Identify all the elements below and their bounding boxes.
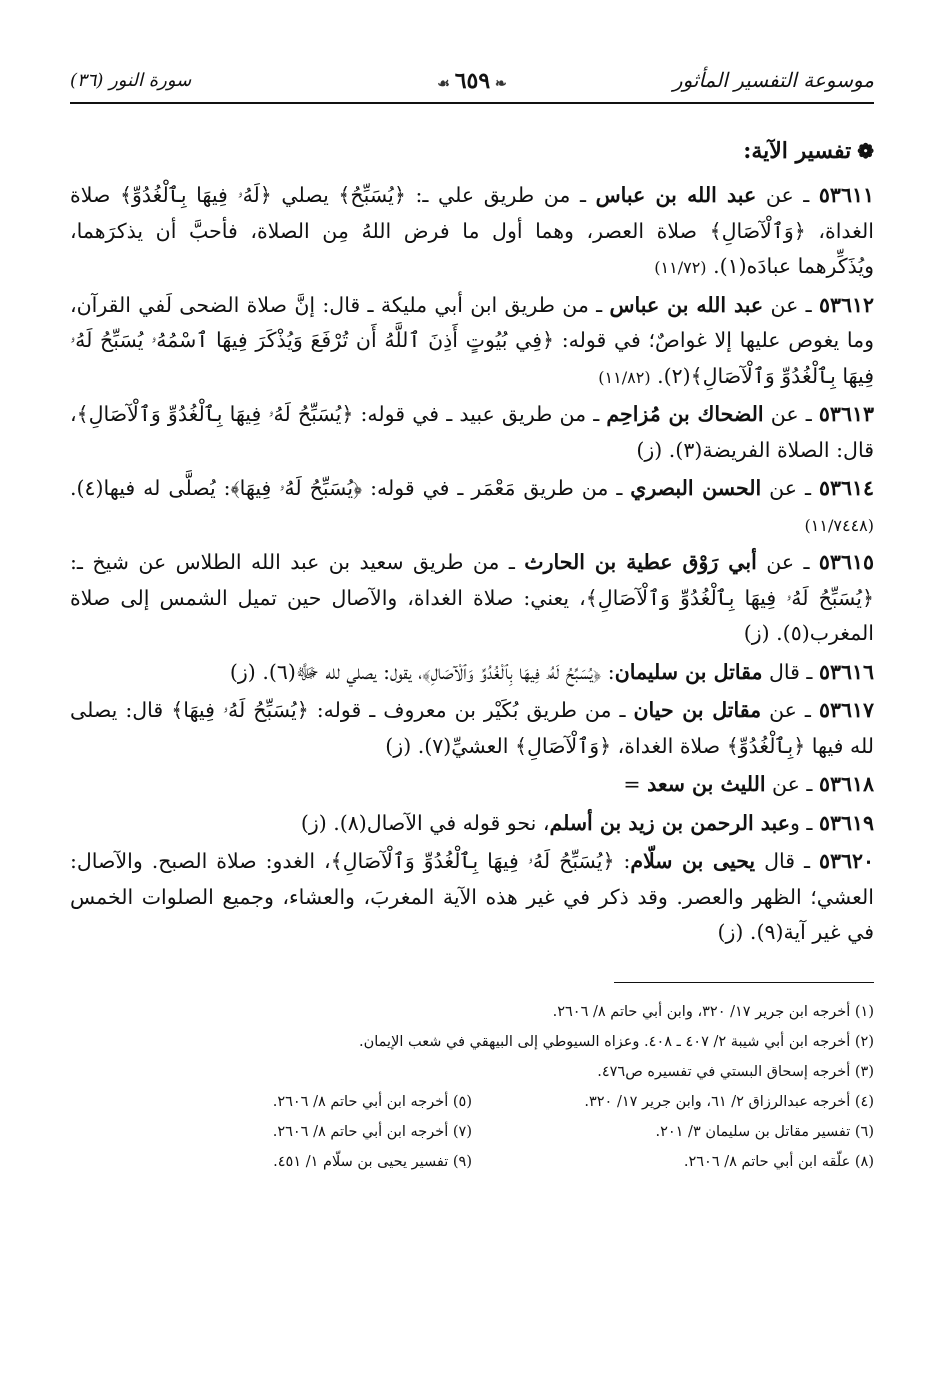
narration-entry — [70, 806, 874, 843]
page-number: ❧ ٦٥٩ ☙ — [437, 68, 507, 94]
entries — [70, 178, 874, 952]
narration-entry — [70, 693, 874, 765]
flower-icon: ❁ — [857, 139, 874, 163]
narrator-name: عبد الرحمن بن زيد بن أسلم — [549, 810, 790, 835]
entry-number: ٥٣٦١٩ — [818, 810, 874, 835]
narrator-name: مقاتل بن سليمان — [614, 659, 763, 684]
volume-reference: (١١/٧٤٤٨) — [804, 515, 874, 535]
narrator-name: أبي رَوْق عطية بن الحارث — [524, 550, 757, 574]
narration-entry — [70, 844, 874, 952]
connector: ـ عن — [763, 402, 819, 426]
entry-number: ٥٣٦١٢ — [818, 292, 874, 317]
book-title: موسوعة التفسير المأثور — [672, 68, 874, 92]
entry-number: ٥٣٦١٤ — [818, 476, 874, 500]
footnote: (٣) أخرجه إسحاق البستي في تفسيره ص٤٧٦. — [597, 1063, 874, 1080]
footnote-rule — [614, 982, 874, 983]
narration-entry — [70, 545, 874, 653]
narration-text: ـ من طريق سعيد بن عبد الله الطلاس عن شيخ ـ: ﴿يُسَبِّحُ لَهُۥ فِيهَا بِٱلْغُدُوِّ وَٱلْآصَالِ﴾، يعني: صلاة الغداة، والآصال حين تميل الشمس إلى صلاة المغرب(٥). (ز) — [70, 550, 874, 645]
running-header — [70, 60, 874, 100]
footnote: (٨) علّقه ابن أبي حاتم ٨/ ٢٦٠٦. — [683, 1153, 874, 1170]
narrator-name: الليث بن سعد — [647, 772, 766, 796]
narration-text: ـ من طريق علي ـ: ﴿يُسَبِّحُ﴾ يصلي ﴿لَهُۥ فِيهَا بِٱلْغُدُوِّ﴾ صلاة الغداة، ﴿وَٱلْآصَالِ﴾ صلاة العصر، وهما أول ما فرض اللهُ مِن الصلاة، فأحبَّ أن يذكرَهما، ويُذَكِّرهما عبادَه(١). — [70, 183, 874, 278]
footnote-row — [70, 1087, 874, 1117]
footnote: (٤) أخرجه عبدالرزاق ٢/ ٦١، وابن جرير ١٧/ ٣٢٠. — [584, 1093, 874, 1110]
narration-entry — [70, 397, 874, 469]
narrator-name: عبد الله بن عباس — [609, 292, 764, 317]
page — [70, 60, 874, 1177]
narrator-name: الضحاك بن مُزاحِم — [606, 402, 764, 426]
entry-number: ٥٣٦١٧ — [818, 698, 874, 722]
connector: ـ عن — [761, 476, 819, 500]
footnotes — [70, 997, 874, 1177]
narration-text: ، نحو قوله في الآصال(٨). (ز) — [300, 810, 550, 835]
connector: ـ قال — [755, 849, 819, 873]
entry-number: ٥٣٦١٨ — [818, 772, 874, 796]
narration-text: ـ من طريق مَعْمَر ـ في قوله: ﴿يُسَبِّحُ لَهُۥ فِيهَا﴾: يُصلَّى له فيها(٤). — [70, 476, 631, 500]
narration-text: : ﴿يُسَبِّحُ لَهُۥ فِيهَا بِٱلْغُدُوِّ وَٱلْآصَالِ﴾، الغدو: صلاة الصبح. والآصال: العشي؛ الظهر والعصر. وقد ذكر في غير هذه الآية المغربَ، والعشاء، وجميع الصلوات الخمس في غير آية(٩). (ز) — [70, 849, 874, 944]
narration-entry — [70, 178, 874, 286]
footnote: (٥) أخرجه ابن أبي حاتم ٨/ ٢٦٠٦. — [272, 1093, 472, 1110]
entry-number: ٥٣٦١٦ — [818, 659, 874, 684]
connector: ـ قال — [762, 659, 819, 684]
narrator-name: مقاتل بن حيان — [633, 698, 762, 722]
narration-text: ـ من طريق بُكَيْر بن معروف ـ قوله: ﴿يُسَبِّحُ لَهُۥ فِيهَا﴾ قال: يصلى لله فيها ﴿بِٱلْغُدُوِّ﴾ صلاة الغداة، ﴿وَٱلْآصَالِ﴾ العشيِّ(٧). (ز) — [70, 698, 874, 758]
connector: ـ عن — [761, 698, 819, 722]
narrator-name: الحسن البصري — [630, 476, 762, 500]
footnote: (٧) أخرجه ابن أبي حاتم ٨/ ٢٦٠٦. — [272, 1123, 472, 1140]
ornament-icon: ☙ — [437, 76, 455, 92]
narration-entry — [70, 655, 874, 692]
entry-number: ٥٣٦٢٠ — [818, 849, 874, 873]
footnote: (٢) أخرجه ابن أبي شيبة ٢/ ٤٠٧ ـ ٤٠٨. وعزاه السيوطي إلى البيهقي في شعب الإيمان. — [359, 1033, 874, 1050]
footnote: (٩) تفسير يحيى بن سلّام ١/ ٤٥١. — [273, 1153, 472, 1170]
volume-reference: (١١/٨٢) — [598, 367, 651, 387]
narration-entry — [70, 471, 874, 543]
footnote: (٦) تفسير مقاتل بن سليمان ٣/ ٢٠١. — [655, 1123, 874, 1140]
header-rule — [70, 102, 874, 104]
entry-number: ٥٣٦١١ — [818, 183, 874, 207]
connector: ـ عن — [763, 292, 819, 317]
connector: ـ عن — [765, 772, 819, 796]
volume-reference: (١١/٧٢) — [654, 258, 707, 277]
footnote-row — [70, 1117, 874, 1147]
connector: ـ عن — [756, 183, 819, 207]
ornament-icon: ❧ — [490, 76, 507, 92]
surah-label: سورة النور (٣٦) — [70, 69, 192, 91]
narration-text: ـ من طريق ابن أبي مليكة ـ قال: إنَّ صلاة الضحى لَفي القرآن، وما يغوص عليها إلا غواصٌ؛ في قوله: ﴿فِي بُيُوتٍ أَذِنَ ٱللَّهُ أَن تُرْفَعَ وَيُذْكَرَ فِيهَا ٱسْمُهُۥ يُسَبِّحُ لَهُۥ فِيهَا بِٱلْغُدُوِّ وَٱلْآصَالِ﴾(٢). — [70, 292, 874, 388]
narrator-name: عبد الله بن عباس — [595, 183, 757, 207]
connector: ـ و — [789, 810, 819, 835]
narration-entry — [70, 288, 874, 396]
connector: ـ عن — [756, 550, 819, 574]
entry-number: ٥٣٦١٥ — [818, 550, 874, 574]
narration-text: ـ من طريق عبيد ـ في قوله: ﴿يُسَبِّحُ لَهُۥ فِيهَا بِٱلْغُدُوِّ وَٱلْآصَالِ﴾، قال: الصلاة الفريضة(٣). (ز) — [70, 402, 874, 462]
footnote: (١) أخرجه ابن جرير ١٧/ ٣٢٠، وابن أبي حاتم ٨/ ٢٦٠٦. — [552, 1003, 874, 1020]
footnote-row — [70, 1147, 874, 1177]
narration-entry — [70, 767, 874, 804]
entry-number: ٥٣٦١٣ — [818, 402, 874, 426]
narration-text: : ﴿يُسَبِّحُ لَهُۥ فِيهَا بِٱلْغُدُوِّ وَٱلْآصَالِ﴾، يقول: يصلي لله ﷻ(٦). (ز) — [229, 659, 615, 684]
narrator-name: يحيى بن سلّام — [630, 849, 756, 873]
section-heading: ❁تفسير الآية: — [743, 138, 874, 164]
narration-text: = — [623, 772, 648, 796]
